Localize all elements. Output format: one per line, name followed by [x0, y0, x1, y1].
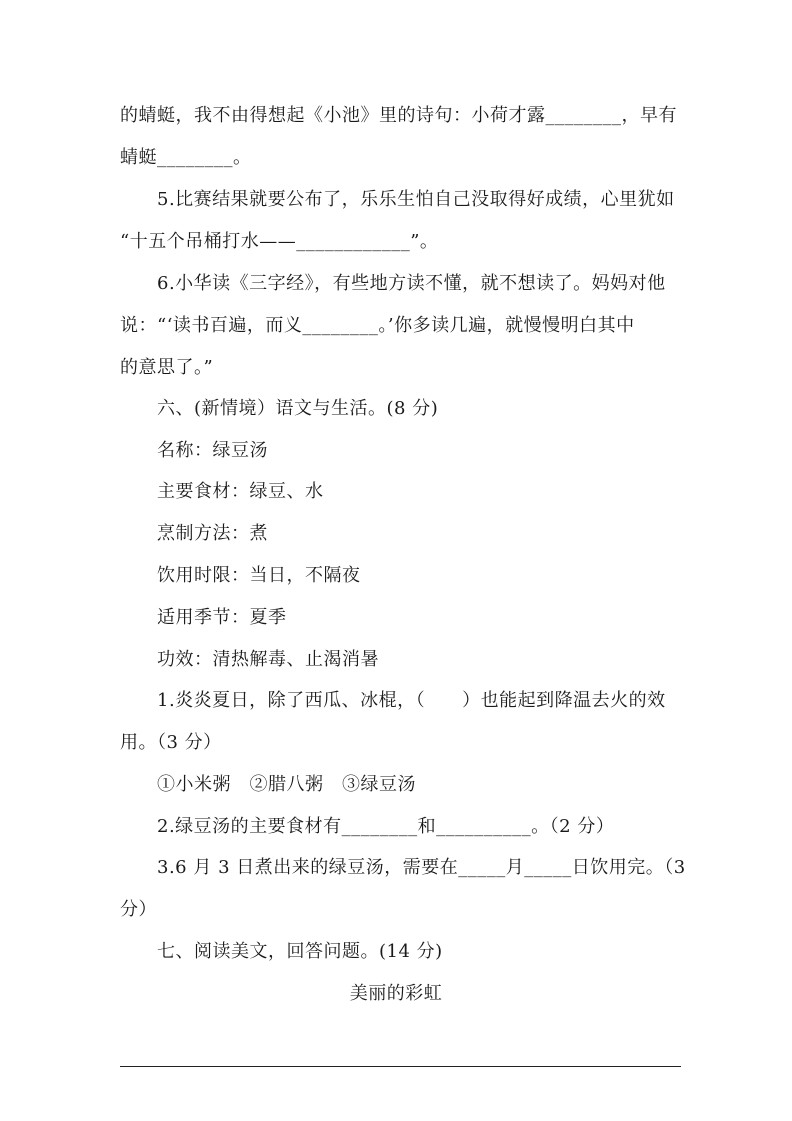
text-line: “十五个吊桶打水——____________”。 [120, 231, 439, 252]
info-method: 烹制方法：煮 [157, 523, 268, 544]
text-line: 的意思了。” [120, 357, 214, 378]
footer-rule [120, 1066, 681, 1067]
text-line: 说：“‘读书百遍，而义________。’你多读几遍，就慢慢明白其中 [120, 315, 635, 336]
question-1: 1.炎炎夏日，除了西瓜、冰棍，（ ）也能起到降温去火的效 [157, 690, 666, 711]
question-2: 2.绿豆汤的主要食材有________和__________。（2 分） [157, 816, 615, 837]
text-line: 用。（3 分） [120, 732, 222, 753]
info-season: 适用季节：夏季 [157, 607, 287, 628]
question-6: 6.小华读《三字经》，有些地方读不懂，就不想读了。妈妈对他 [157, 273, 666, 294]
question-5: 5.比赛结果就要公布了，乐乐生怕自己没取得好成绩，心里犹如 [157, 189, 675, 210]
question-1-options: ①小米粥 ②腊八粥 ③绿豆汤 [157, 774, 416, 795]
text-line: 分） [120, 899, 157, 920]
info-time-limit: 饮用时限：当日，不隔夜 [157, 565, 361, 586]
passage-title: 美丽的彩虹 [349, 983, 443, 1004]
section-seven-heading: 七、阅读美文，回答问题。(14 分) [157, 941, 443, 962]
info-effect: 功效：清热解毒、止渴消暑 [157, 649, 379, 670]
section-six-heading: 六、(新情境）语文与生活。(8 分) [157, 398, 439, 419]
info-name: 名称：绿豆汤 [157, 440, 268, 461]
text-line: 蜻蜓________。 [120, 147, 252, 168]
text-line: 的蜻蜓，我不由得想起《小池》里的诗句：小荷才露________，早有 [120, 105, 677, 126]
info-ingredients: 主要食材：绿豆、水 [157, 481, 324, 502]
question-3: 3.6 月 3 日煮出来的绿豆汤，需要在_____月_____日饮用完。（3 [157, 857, 686, 878]
